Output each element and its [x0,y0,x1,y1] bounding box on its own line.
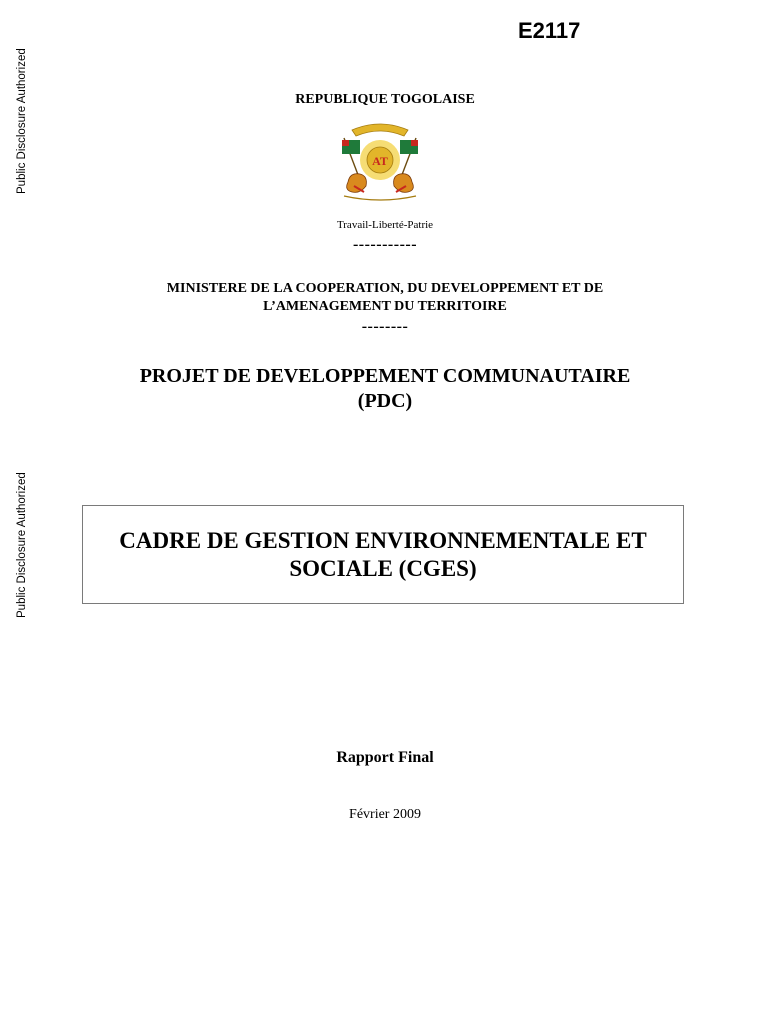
country-name: REPUBLIQUE TOGOLAISE [295,92,475,107]
project-line-2: (PDC) [357,390,413,412]
document-code: E2117 [518,18,581,43]
project-line-1: PROJET DE DEVELOPPEMENT COMMUNAUTAIRE [139,365,631,387]
report-date: Février 2009 [349,807,421,822]
document-title-box [82,505,684,604]
title-line-2: SOCIALE (CGES) [289,555,477,581]
document-title [119,527,646,583]
disclosure-stamp-middle: Public Disclosure Authorized [16,472,28,618]
separator-line: ----------- [352,236,418,253]
emblem-text: AT [372,154,388,168]
ministry-line-2: L’AMENAGEMENT DU TERRITOIRE [263,299,507,314]
coat-of-arms-icon [330,116,430,208]
project-name [0,364,770,414]
ministry-line-1: MINISTERE DE LA COOPERATION, DU DEVELOPPEMENT ET DE [166,281,604,296]
separator-line-2: -------- [361,318,409,335]
ministry-name [0,280,770,316]
title-line-1: CADRE DE GESTION ENVIRONNEMENTALE ET [119,527,647,553]
report-type: Rapport Final [336,749,434,766]
national-motto: Travail-Liberté-Patrie [336,219,434,231]
disclosure-stamp-top: Public Disclosure Authorized [16,48,28,194]
